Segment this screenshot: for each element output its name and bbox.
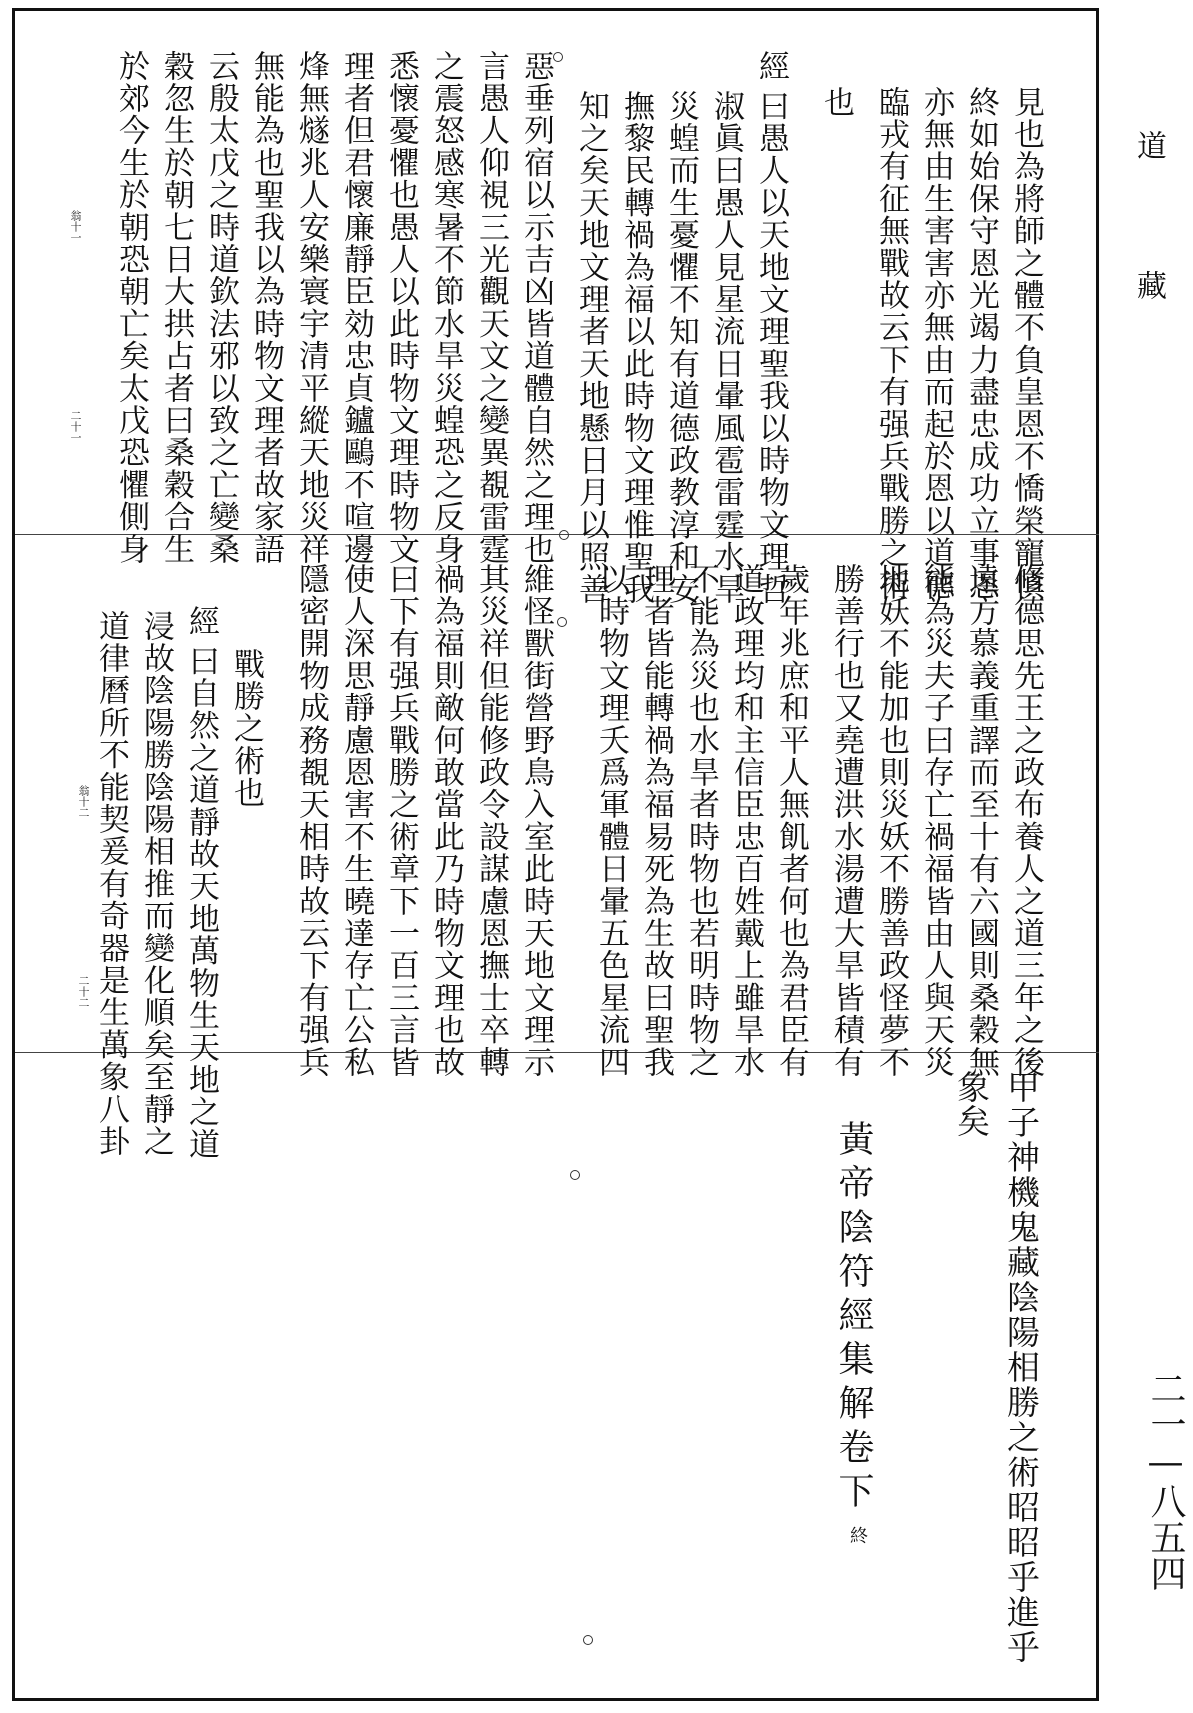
collection-mark-bottom: 藏 [1131, 270, 1166, 326]
text-column: 也 [818, 86, 854, 119]
text-column: 道政理均和主信臣忠百姓戴上雖旱水 [728, 563, 764, 1079]
text-column: 象矣 [952, 1070, 991, 1139]
binding-hole-mark [583, 1635, 593, 1645]
folio-note: 翁十二 [77, 785, 90, 818]
text-column: 終如始保守恩光竭力盡忠成功立事恩 [963, 86, 999, 602]
text-column: 之震怒感寒暑不節水旱災蝗恐之反身 [428, 50, 464, 566]
text-column: 曰愚人以天地文理聖我以時物文理哲 [753, 90, 789, 606]
volume-end-title: 黃帝陰符經集解卷下 [833, 1120, 874, 1516]
text-column: 使人深思靜慮恩害不生曉達存亡公私 [338, 563, 374, 1079]
text-column: 地妖不能加也則災妖不勝善政怪夢不 [873, 563, 909, 1079]
text-column: 理者但君懷廉靜臣効忠貞鑪鷗不喧邊 [338, 50, 374, 566]
text-column: 臨戎有征無戰故云下有强兵戰勝之術 [873, 86, 909, 602]
text-column: 浸故陰陽勝陰陽相推而變化順矣至靜之 [138, 610, 174, 1158]
text-column: 曰自然之道靜故天地萬物生天地之道 [183, 645, 219, 1161]
text-column: 曰下有强兵戰勝之術章下一百三言皆 [383, 563, 419, 1079]
text-column: 戰勝之術也 [228, 648, 264, 809]
page-number: 二一—八五四 [1145, 1370, 1186, 1591]
text-column: 撫黎民轉禍為福以此時物文理惟聖我 [618, 90, 654, 606]
text-column: 惡垂列宿以示吉凶皆道體自然之理也 [518, 50, 554, 566]
text-column: 見也為將師之體不負皇恩不憍榮寵慎 [1008, 86, 1044, 602]
text-column-jing: 經 [753, 50, 789, 83]
text-column: 不能為災也水旱者時物也若明時物之 [683, 563, 719, 1079]
text-column: 能為災夫子曰存亡禍福皆由人與天災 [918, 563, 954, 1079]
text-column: 其災祥但能修政令設謀慮恩撫士卒轉 [473, 563, 509, 1079]
text-column: 修德思先王之政布養人之道三年之後 [1008, 563, 1044, 1079]
text-column: 隱密開物成務覩天相時故云下有强兵 [293, 563, 329, 1079]
text-column: 維怪獸街營野鳥入室此時天地文理示 [518, 563, 554, 1079]
text-column-jing: 經 [183, 605, 219, 638]
text-column: 災蝗而生憂懼不知有道德政教淳和安 [663, 90, 699, 606]
text-column: 理者皆能轉禍為福易死為生故曰聖我 [638, 563, 674, 1079]
text-column: 知之矣天地文理者天地懸日月以照善 [573, 90, 609, 606]
folio-note: 翁十一 [69, 210, 82, 243]
text-column: 烽無燧兆人安樂寰宇清平縱天地災祥 [293, 50, 329, 566]
text-column: 悉懷憂懼也愚人以此時物文理時物文 [383, 50, 419, 566]
binding-hole-mark [559, 530, 569, 540]
folio-note: 二十一 [69, 410, 82, 443]
text-column: 穀忽生於朝七日大拱占者曰桑穀合生 [158, 50, 194, 566]
text-column: 無能為也聖我以為時物文理者故家語 [248, 50, 284, 566]
text-column: 勝善行也又堯遭洪水湯遭大旱皆積有 [828, 563, 864, 1079]
collection-mark-top: 道 [1131, 130, 1166, 186]
volume-end-mark: 終 [847, 1526, 868, 1546]
text-column: 道律曆所不能契爰有奇器是生萬象八卦 [93, 610, 129, 1158]
text-column: 於郊今生於朝恐朝亡矣太戊恐懼側身 [113, 50, 149, 566]
folio-note: 二十二 [77, 975, 90, 1008]
text-column: 淑眞曰愚人見星流日暈風雹雷霆水旱 [708, 90, 744, 606]
text-column: 亦無由生害害亦無由而起於恩以道德 [918, 86, 954, 602]
text-column: 以時物文理夭爲軍體日暈五色星流四 [593, 563, 629, 1079]
text-column: 言愚人仰視三光觀天文之變異覩雷霆 [473, 50, 509, 566]
binding-hole-mark [553, 52, 563, 62]
text-column: 遠方慕義重譯而至十有六國則桑穀無 [963, 563, 999, 1079]
text-column: 禍為福則敵何敢當此乃時物文理也故 [428, 563, 464, 1079]
text-column: 云殷太戊之時道欽法邪以致之亡變桑 [203, 50, 239, 566]
binding-hole-mark [557, 617, 567, 627]
text-column: 歲年兆庶和平人無飢者何也為君臣有 [773, 563, 809, 1079]
binding-hole-mark [570, 1170, 580, 1180]
text-column: 甲子神機鬼藏陰陽相勝之術昭昭乎進乎 [1002, 1070, 1041, 1665]
